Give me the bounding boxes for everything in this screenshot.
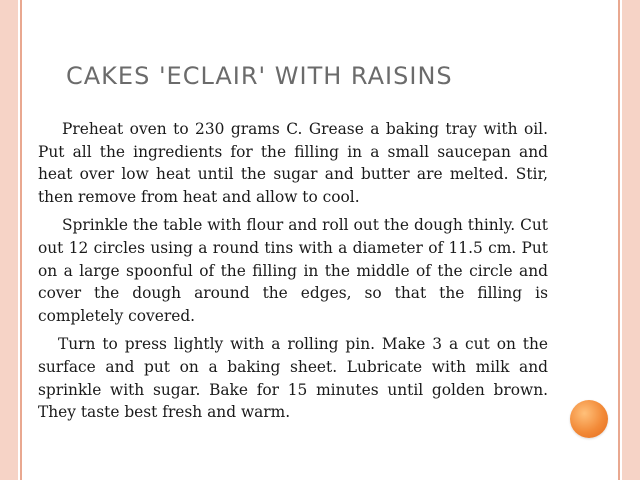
frame-line-right xyxy=(618,0,620,480)
frame-line-left xyxy=(20,0,22,480)
paragraph-3: Turn to press lightly with a rolling pin. Make 3 a cut on the surface and put on a baking sheet. Lubricate with milk and sprinkle with sugar. Bake for 15 minutes until golden brown. They taste best fresh and warm. xyxy=(38,335,548,422)
slide-body xyxy=(38,118,548,430)
decorative-orb-icon xyxy=(570,400,608,438)
paragraph-2: Sprinkle the table with flour and roll out the dough thinly. Cut out 12 circles using a round tins with a diameter of 11.5 cm. Put on a large spoonful of the filling in the middle of the circle and cover the dough around the edges, so that the filling is completely covered. xyxy=(38,216,548,325)
slide-title: CAKES 'ECLAIR' WITH RAISINS xyxy=(66,62,453,90)
paragraph-1: Preheat oven to 230 grams C. Grease a baking tray with oil. Put all the ingredients for the filling in a small saucepan and heat over low heat until the sugar and butter are melted. Stir, then remove from heat and allow to cool. xyxy=(38,120,548,206)
